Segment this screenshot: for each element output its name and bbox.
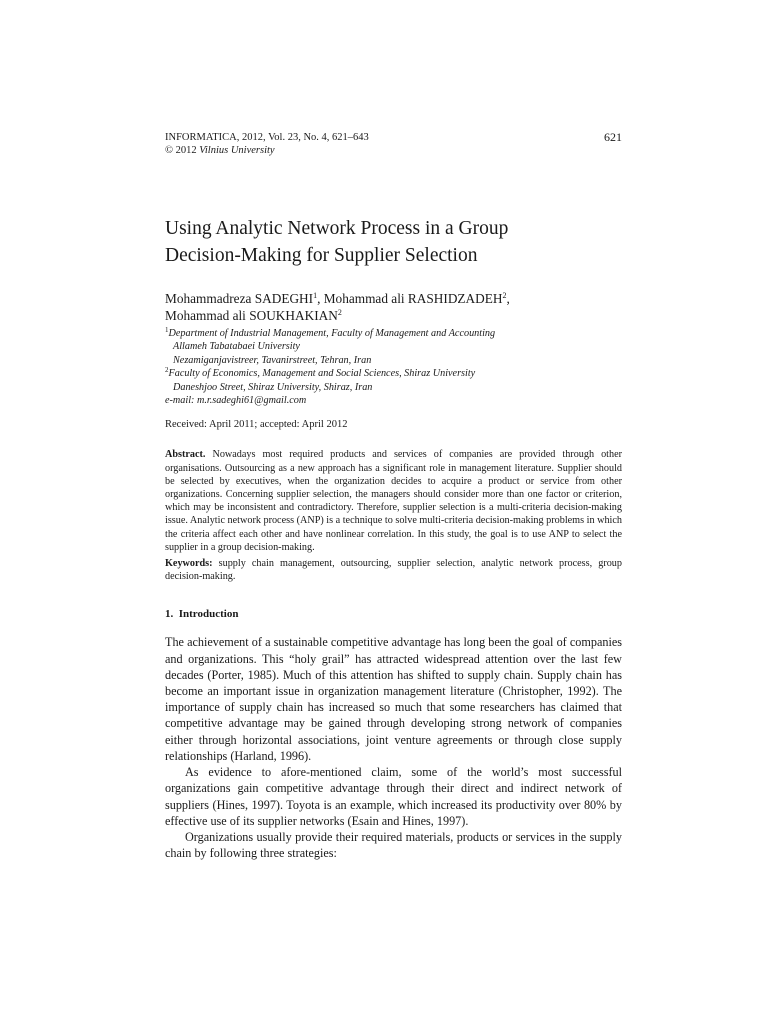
author-line-1 (165, 290, 622, 307)
paper-title (165, 215, 622, 269)
affiliation-1-mark: 1 (165, 326, 169, 334)
copyright-holder: Vilnius University (199, 145, 275, 156)
author-line-2 (165, 307, 622, 324)
affiliation-1-line-2: Allameh Tabatabaei University (173, 341, 300, 353)
title-line-1: Using Analytic Network Process in a Group (165, 218, 509, 239)
affiliation-1-line-3: Nezamiganjavistreer, Tavanirstreet, Tehran, Iran (173, 354, 372, 366)
copyright-line (165, 144, 622, 157)
running-header (165, 131, 622, 157)
journal-citation: INFORMATICA, 2012, Vol. 23, No. 4, 621–643 (165, 132, 369, 143)
affiliations (165, 327, 622, 407)
affiliation-2-line-1: Faculty of Economics, Management and Social Sciences, Shiraz University (168, 368, 476, 380)
author-1-name: Mohammadreza SADEGHI (165, 291, 314, 306)
keywords-text: supply chain management, outsourcing, supplier selection, analytic network process, group decision-making. (165, 558, 622, 583)
author-2-affil-mark: 2 (502, 291, 507, 300)
author-list (165, 290, 622, 324)
contact-email: e-mail: m.r.sadeghi61@gmail.com (165, 395, 307, 407)
abstract-text: Nowadays most required products and services of companies are provided through other organisations. Outsourcing as a new approach has a significant role in management literature. Supplier should be selected by executives, when the organization decides to acquire a product or service from other organizations. Concerning supplier selection, the managers should consider more than one factor or criterion, which may be inconsistent and contradictory. Therefore, supplier selection is a multi-criteria decision-making issue. Analytic network process (ANP) is a technique to solve multi-criteria decision-making problems in which the criteria affect each other and have nonlinear correlation. In this study, the goal is to use ANP to select the supplier in a group decision-making. (165, 449, 622, 553)
affiliation-2 (165, 367, 622, 380)
affiliation-2-line-2: Daneshjoo Street, Shiraz University, Shiraz, Iran (173, 381, 373, 393)
author-3-affil-mark: 2 (337, 308, 342, 317)
copyright-symbol: © (165, 145, 173, 156)
affiliation-1 (165, 327, 622, 340)
section-body (165, 634, 622, 861)
received-dates: Received: April 2011; accepted: April 2012 (165, 419, 348, 431)
copyright-year: 2012 (172, 145, 200, 156)
section-number: 1. (165, 608, 174, 621)
keywords-label: Keywords: (165, 558, 213, 570)
section-heading (165, 607, 622, 621)
paragraph: The achievement of a sustainable competitive advantage has long been the goal of companies and organizations. This “holy grail” has attracted widespread attention over the last few decades (Porter, 1985). Much of this attention has shifted to supply chain. Supply chain has become an important issue in organization management literature (Christopher, 1992). The importance of supply chain has increased so much that some researchers has claimed that competitive advantage may be gained through developing strong network of companies either through horizontal associations, joint venture agreements or through close supply relationships (Harland, 1996). (165, 635, 622, 763)
title-line-2: Decision-Making for Supplier Selection (165, 245, 478, 266)
page-number: 621 (604, 130, 622, 144)
author-3-name: Mohammad ali SOUKHAKIAN (165, 308, 338, 323)
abstract (165, 448, 622, 554)
affiliation-1-line-1: Department of Industrial Management, Faculty of Management and Accounting (168, 328, 496, 339)
paragraph: As evidence to afore-mentioned claim, some of the world’s most successful organizations gain competitive advantage through their direct and indirect network of suppliers (Hines, 1997). Toyota is an example, which increased its productivity over 80% by effective use of its supplier networks (Esain and Hines, 1997). (165, 765, 622, 828)
page-content (165, 131, 622, 861)
keywords (165, 557, 622, 583)
affiliation-2-mark: 2 (165, 366, 169, 375)
paragraph: Organizations usually provide their required materials, products or services in the supply chain by following three strategies: (165, 829, 622, 861)
abstract-label: Abstract. (165, 449, 206, 461)
author-2-name: , Mohammad ali RASHIDZADEH (317, 291, 503, 306)
author-separator: , (506, 291, 510, 306)
author-1-affil-mark: 1 (313, 291, 318, 300)
section-title: Introduction (178, 608, 239, 621)
